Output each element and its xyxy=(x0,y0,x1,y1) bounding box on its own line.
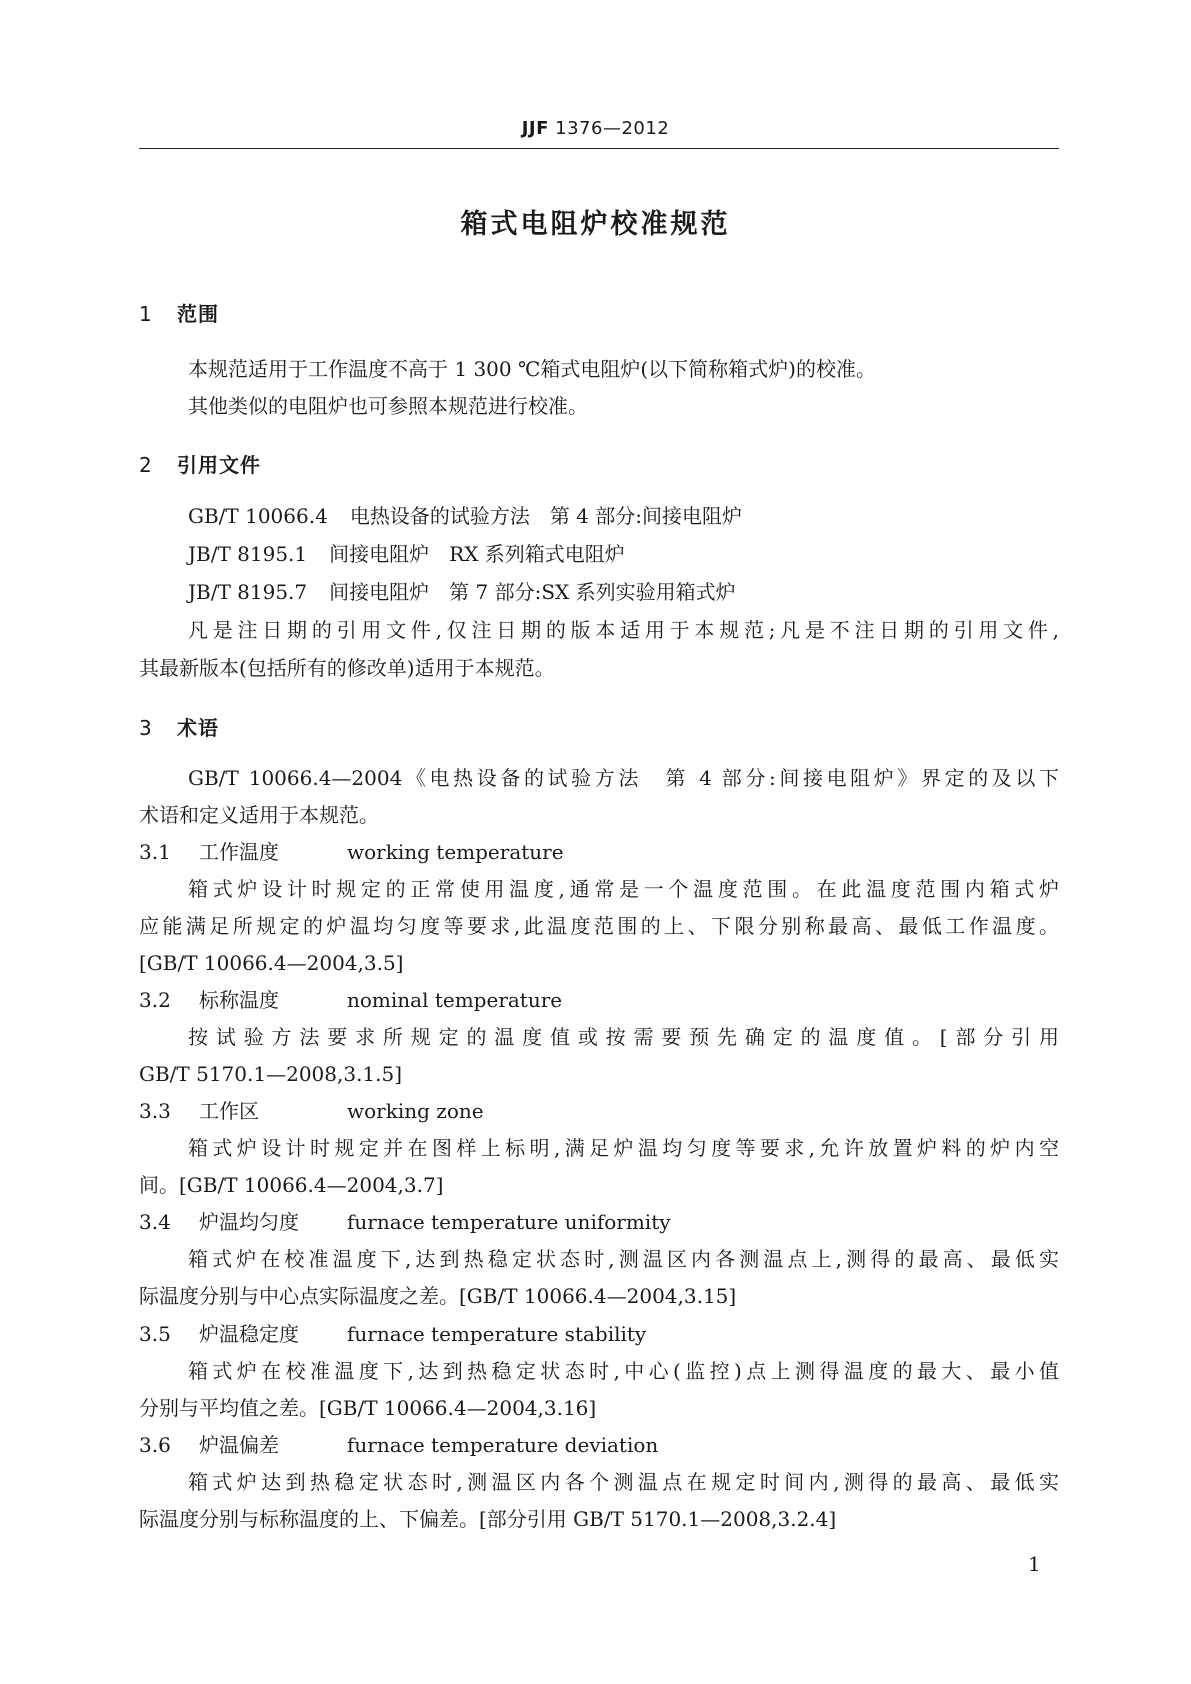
term-definition-line: 分别与平均值之差。[GB/T 10066.4—2004,3.16] xyxy=(139,1396,597,1420)
term-source: [GB/T 10066.4—2004,3.5] xyxy=(139,951,404,975)
term-heading xyxy=(139,1210,1059,1234)
section-title: 术语 xyxy=(177,716,219,740)
reference-code: JB/T 8195.1 xyxy=(188,542,308,566)
term-english: furnace temperature uniformity xyxy=(347,1210,671,1234)
term-chinese: 炉温偏差 xyxy=(199,1433,279,1457)
term-definition-line: 箱式炉设计时规定的正常使用温度,通常是一个温度范围。在此温度范围内箱式炉 xyxy=(188,877,1059,901)
term-english: nominal temperature xyxy=(347,988,563,1012)
terms-intro-line-2: 术语和定义适用于本规范。 xyxy=(139,803,379,827)
scope-line-1: 本规范适用于工作温度不高于 1 300 ℃箱式电阻炉(以下简称箱式炉)的校准。 xyxy=(188,357,876,381)
term-definition-line: 箱式炉设计时规定并在图样上标明,满足炉温均匀度等要求,允许放置炉料的炉内空 xyxy=(188,1136,1059,1160)
term-english: furnace temperature stability xyxy=(347,1322,647,1346)
page-header xyxy=(0,118,1191,139)
term-english: working zone xyxy=(347,1099,484,1123)
term-number: 3.4 xyxy=(139,1210,171,1234)
term-chinese: 工作区 xyxy=(199,1099,259,1123)
reference-item xyxy=(188,504,1059,528)
reference-item xyxy=(188,580,1059,604)
term-number: 3.6 xyxy=(139,1433,171,1457)
term-definition-line: 应能满足所规定的炉温均匀度等要求,此温度范围的上、下限分别称最高、最低工作温度。 xyxy=(139,914,1059,938)
reference-item xyxy=(188,542,1059,566)
standard-number: 1376—2012 xyxy=(555,118,670,139)
term-chinese: 工作温度 xyxy=(199,840,279,864)
term-definition-line: 箱式炉在校准温度下,达到热稳定状态时,中心(监控)点上测得温度的最大、最小值 xyxy=(188,1359,1059,1383)
standard-prefix: JJF xyxy=(521,118,549,139)
section-number: 3 xyxy=(139,716,153,740)
document-title: 箱式电阻炉校准规范 xyxy=(460,209,731,240)
section-2-heading xyxy=(139,449,261,478)
term-source: GB/T 5170.1—2008,3.1.5] xyxy=(139,1062,403,1086)
section-title: 引用文件 xyxy=(177,453,261,477)
term-definition-line: 间。[GB/T 10066.4—2004,3.7] xyxy=(139,1173,444,1197)
term-definition-line: 箱式炉在校准温度下,达到热稳定状态时,测温区内各测温点上,测得的最高、最低实 xyxy=(188,1247,1059,1271)
term-chinese: 炉温稳定度 xyxy=(199,1322,299,1346)
term-heading xyxy=(139,1433,1059,1457)
reference-note-line-1: 凡是注日期的引用文件,仅注日期的版本适用于本规范;凡是不注日期的引用文件, xyxy=(188,618,1059,642)
term-number: 3.3 xyxy=(139,1099,171,1123)
term-number: 3.1 xyxy=(139,840,171,864)
term-chinese: 标称温度 xyxy=(199,988,279,1012)
term-heading xyxy=(139,1099,1059,1123)
section-number: 2 xyxy=(139,453,153,477)
scope-line-2: 其他类似的电阻炉也可参照本规范进行校准。 xyxy=(188,394,588,418)
term-chinese: 炉温均匀度 xyxy=(199,1210,299,1234)
term-heading xyxy=(139,988,1059,1012)
term-heading xyxy=(139,1322,1059,1346)
term-heading xyxy=(139,840,1059,864)
page-number: 1 xyxy=(1028,1552,1041,1576)
terms-intro-line-1: GB/T 10066.4—2004《电热设备的试验方法 第 4 部分:间接电阻炉》界定的及以下 xyxy=(188,766,1059,790)
reference-code: JB/T 8195.7 xyxy=(188,580,308,604)
reference-title: 电热设备的试验方法 第 4 部分:间接电阻炉 xyxy=(349,504,743,528)
term-number: 3.5 xyxy=(139,1322,171,1346)
term-definition-line: 际温度分别与中心点实际温度之差。[GB/T 10066.4—2004,3.15] xyxy=(139,1284,737,1308)
term-number: 3.2 xyxy=(139,988,171,1012)
term-definition-line: 箱式炉达到热稳定状态时,测温区内各个测温点在规定时间内,测得的最高、最低实 xyxy=(188,1470,1059,1494)
section-3-heading xyxy=(139,712,219,741)
section-number: 1 xyxy=(139,302,153,326)
term-definition-line: 按试验方法要求所规定的温度值或按需要预先确定的温度值。[部分引用 xyxy=(188,1025,1059,1049)
section-title: 范围 xyxy=(177,302,219,326)
term-definition-line: 际温度分别与标称温度的上、下偏差。[部分引用 GB/T 5170.1—2008,3.2.4] xyxy=(139,1507,837,1531)
reference-title: 间接电阻炉 RX 系列箱式电阻炉 xyxy=(329,542,625,566)
reference-code: GB/T 10066.4 xyxy=(188,504,328,528)
section-1-heading xyxy=(139,298,219,327)
term-english: furnace temperature deviation xyxy=(347,1433,659,1457)
reference-note-line-2: 其最新版本(包括所有的修改单)适用于本规范。 xyxy=(139,656,555,680)
header-rule xyxy=(139,148,1059,149)
term-english: working temperature xyxy=(347,840,564,864)
reference-title: 间接电阻炉 第 7 部分:SX 系列实验用箱式炉 xyxy=(329,580,736,604)
